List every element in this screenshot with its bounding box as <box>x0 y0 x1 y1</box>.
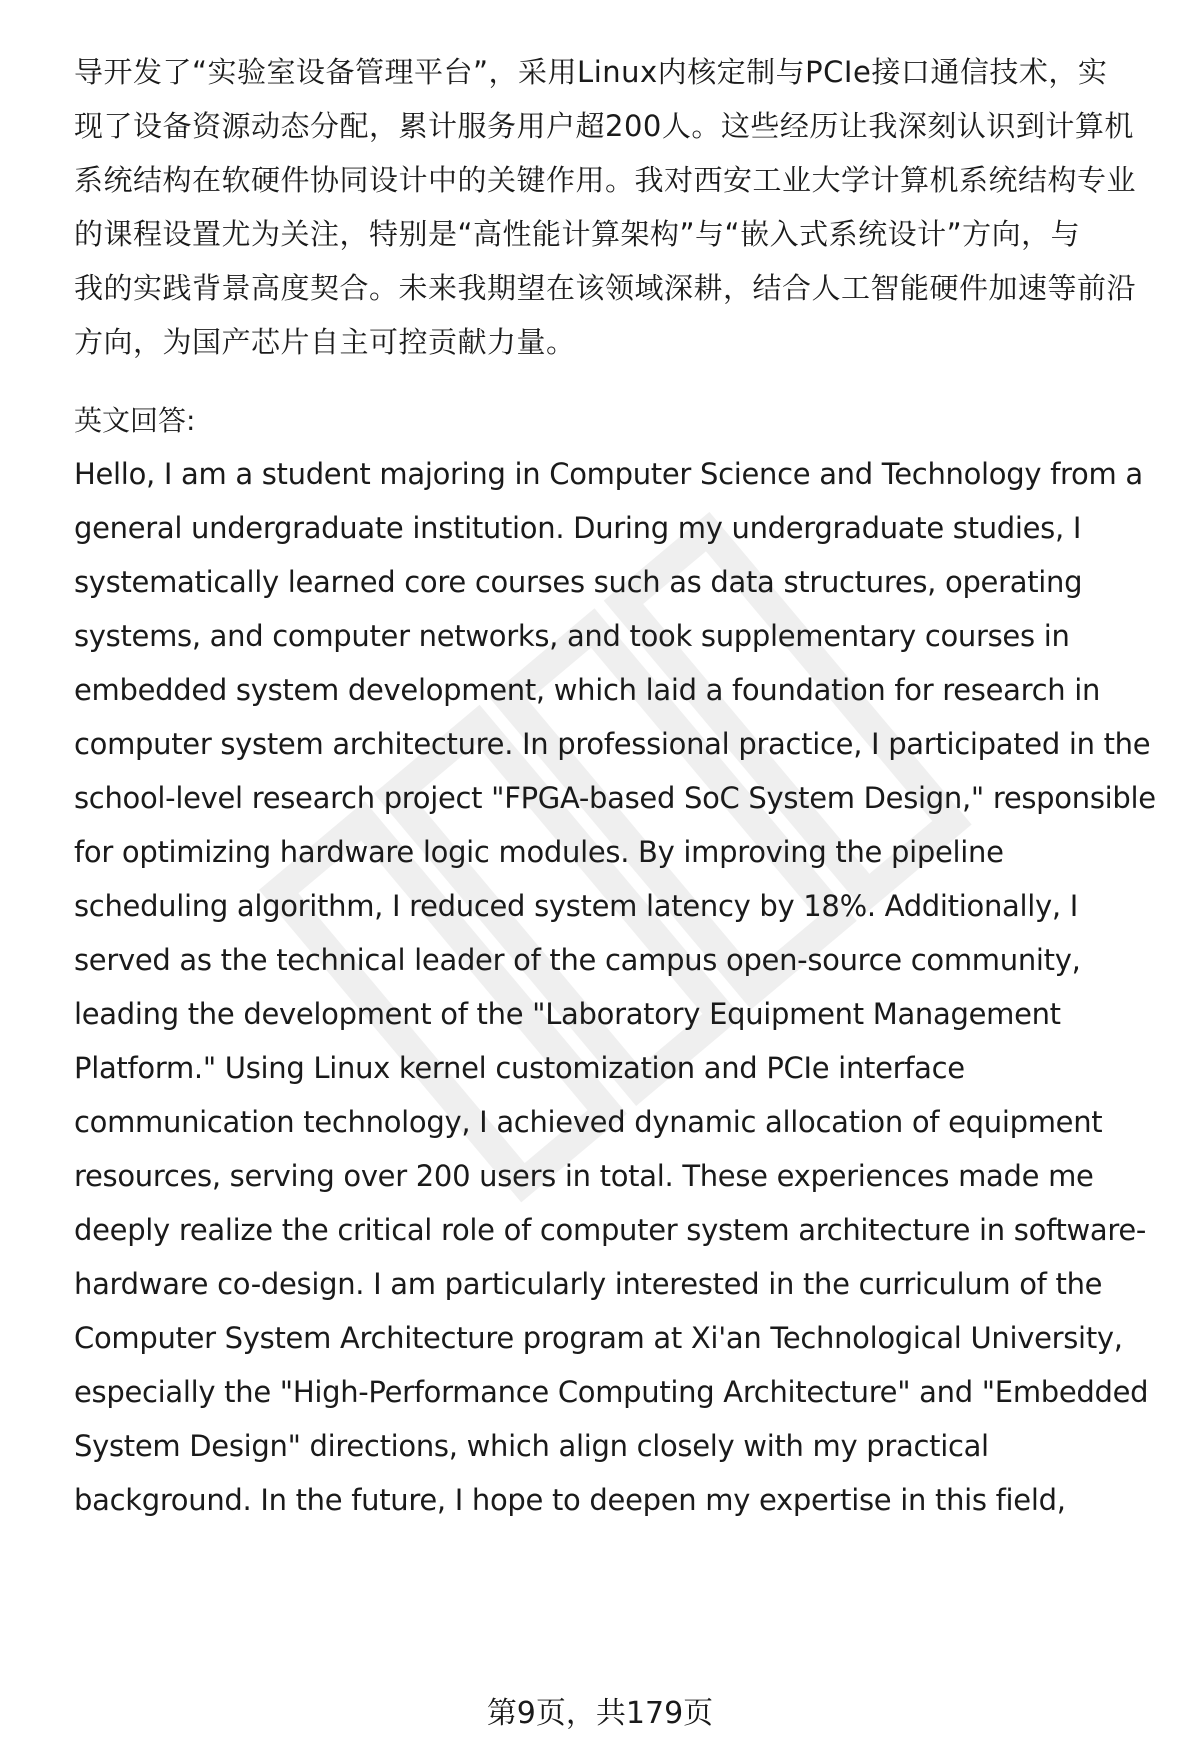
english-paragraph-line: school-level research project "FPGA-based SoC System Design," responsible <box>74 781 1156 815</box>
chinese-paragraph-line: 导开发了“实验室设备管理平台”，采用Linux内核定制与PCIe接口通信技术，实 <box>74 55 1108 89</box>
english-paragraph-line: System Design" directions, which align closely with my practical <box>74 1429 989 1463</box>
english-paragraph-line: served as the technical leader of the campus open-source community, <box>74 943 1081 977</box>
english-paragraph-line: especially the "High-Performance Computing Architecture" and "Embedded <box>74 1375 1149 1409</box>
english-paragraph-line: Platform." Using Linux kernel customization and PCIe interface <box>74 1051 965 1085</box>
english-paragraph-line: deeply realize the critical role of computer system architecture in software- <box>74 1213 1147 1247</box>
english-paragraph-line: for optimizing hardware logic modules. By improving the pipeline <box>74 835 1004 869</box>
english-paragraph-line: computer system architecture. In professional practice, I participated in the <box>74 727 1151 761</box>
page-number-footer: 第9页，共179页 <box>486 1696 714 1731</box>
chinese-paragraph-line: 现了设备资源动态分配，累计服务用户超200人。这些经历让我深刻认识到计算机 <box>74 109 1134 143</box>
english-paragraph-line: systematically learned core courses such as data structures, operating <box>74 565 1083 599</box>
english-answer-label: 英文回答: <box>74 404 196 437</box>
chinese-paragraph-line: 我的实践背景高度契合。未来我期望在该领域深耕，结合人工智能硬件加速等前沿 <box>74 271 1137 305</box>
chinese-paragraph-line: 的课程设置尤为关注，特别是“高性能计算架构”与“嵌入式系统设计”方向，与 <box>74 217 1081 251</box>
english-paragraph-line: systems, and computer networks, and took supplementary courses in <box>74 619 1070 653</box>
english-paragraph-line: scheduling algorithm, I reduced system latency by 18%. Additionally, I <box>74 889 1078 923</box>
english-paragraph-line: background. In the future, I hope to deepen my expertise in this field, <box>74 1483 1066 1517</box>
chinese-paragraph-line: 系统结构在软硬件协同设计中的关键作用。我对西安工业大学计算机系统结构专业 <box>74 163 1137 197</box>
english-paragraph-line: resources, serving over 200 users in total. These experiences made me <box>74 1159 1094 1193</box>
english-paragraph-line: general undergraduate institution. During my undergraduate studies, I <box>74 511 1082 545</box>
english-paragraph-line: hardware co-design. I am particularly interested in the curriculum of the <box>74 1267 1103 1301</box>
chinese-paragraph-line: 方向，为国产芯片自主可控贡献力量。 <box>74 325 576 359</box>
english-paragraph-line: leading the development of the "Laboratory Equipment Management <box>74 997 1061 1031</box>
english-paragraph-line: communication technology, I achieved dynamic allocation of equipment <box>74 1105 1103 1139</box>
english-paragraph-line: Hello, I am a student majoring in Computer Science and Technology from a <box>74 457 1143 491</box>
english-paragraph-line: embedded system development, which laid a foundation for research in <box>74 673 1101 707</box>
english-paragraph-line: Computer System Architecture program at Xi'an Technological University, <box>74 1321 1123 1355</box>
